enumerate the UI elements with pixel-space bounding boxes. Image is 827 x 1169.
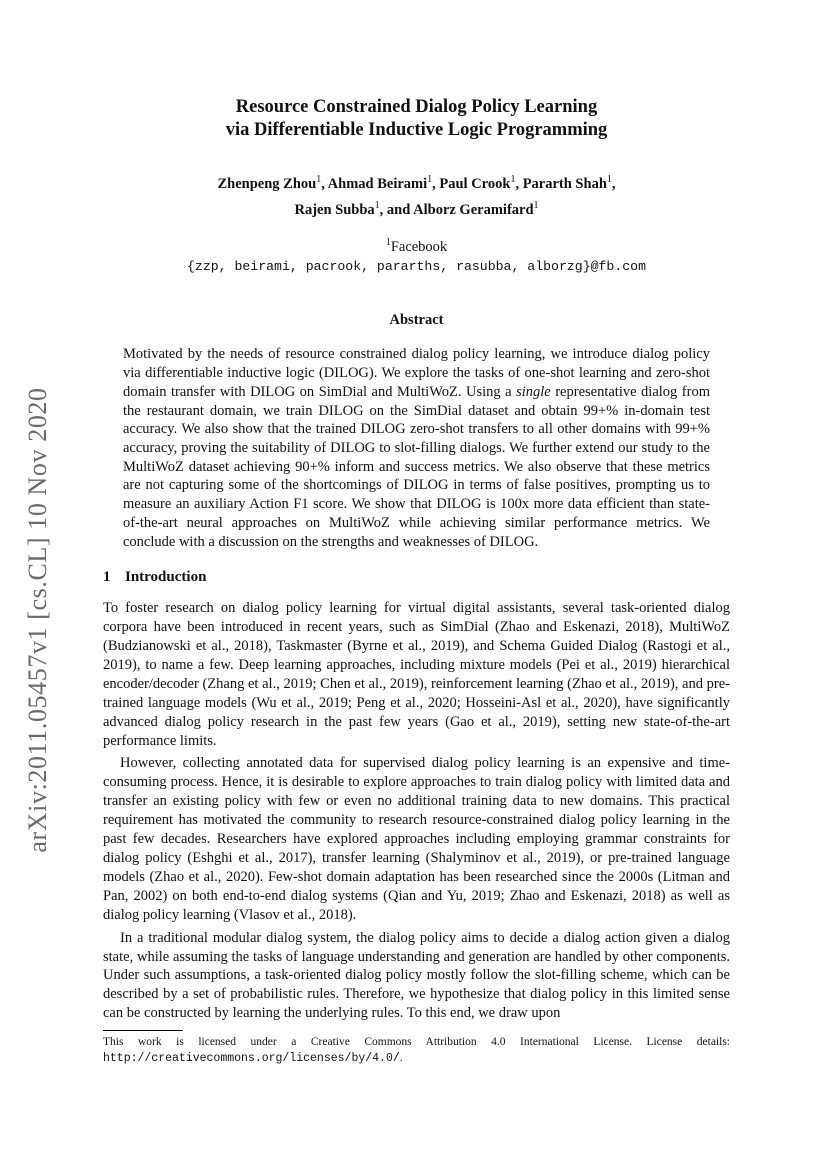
author-name: Alborz Geramifard — [413, 201, 534, 218]
section-number: 1 — [103, 569, 111, 586]
abstract-text-1: Motivated by the needs of resource constrained dialog policy learning, we introduce dialog policy via differentiable inductive logic (DILOG). We explore the tasks of one-shot learning and zero-shot domain transfer with DILOG on SimDial and MultiWoZ. Using a — [123, 346, 710, 400]
author-sep: , — [432, 175, 440, 192]
abstract-emphasis: single — [516, 383, 551, 400]
body-paragraph: However, collecting annotated data for supervised dialog policy learning is an expensive and time-consuming process. Hence, it is desirable to explore approaches to train dialog policy with limited data and transfer an existing policy with few or even no additional training data to new domains. This practical requirement has motivated the community to research resource-constrained dialog policy learning in the past few decades. Researchers have explored approaches including employing grammar constraints for dialog policy (Eshghi et al., 2017), transfer learning (Shalyminov et al., 2019), or pre-trained language models (Zhao et al., 2020). Few-shot domain adaptation has been researched since the 2000s (Litman and Pan, 2002) on both end-to-end dialog systems (Qian and Yu, 2019; Zhao and Eskenazi, 2018) as well as dialog policy learning (Vlasov et al., 2018). — [103, 755, 730, 923]
abstract-text-2: representative dialog from the restaurant domain, we train DILOG on the SimDial dataset and obtain 99+% in-domain test accuracy. We also show that the trained DILOG zero-shot transfers to all other domains with 99+% accuracy, proving the suitability of DILOG to slot-filling dialogs. We further extend our study to the MultiWoZ dataset achieving 90+% inform and success metrics. We also observe that these metrics are not capturing some of the shortcomings of DILOG in terms of false positives, prompting us to measure an auxiliary Action F1 score. We show that DILOG is 100x more data efficient than state-of-the-art neural approaches on MultiWoZ while achieving similar performance metrics. We conclude with a discussion on the strengths and weaknesses of DILOG. — [123, 383, 710, 550]
section-heading — [103, 567, 730, 587]
author-affil-mark: 1 — [427, 174, 433, 185]
author-sep: , — [321, 175, 328, 192]
paper-page — [103, 96, 730, 1023]
author-affil-mark: 1 — [316, 174, 322, 185]
license-link[interactable]: http://creativecommons.org/licenses/by/4.0/ — [103, 1052, 400, 1065]
author-name: Ahmad Beirami — [327, 175, 428, 192]
body-paragraph: To foster research on dialog policy learning for virtual digital assistants, several task-oriented dialog corpora have been introduced in recent years, such as SimDial (Zhao and Eskenazi, 2018), MultiWoZ (Budzianowski et al., 2018), Taskmaster (Byrne et al., 2019), and Schema Guided Dialog (Rastogi et al., 2019), to name a few. Deep learning approaches, including mixture models (Pei et al., 2019) hierarchical encoder/decoder (Zhang et al., 2019; Chen et al., 2019), reinforcement learning (Zhao et al., 2019), and pre-trained language models (Wu et al., 2019; Peng et al., 2020; Hosseini-Asl et al., 2020), have significantly advanced dialog policy research in the past few years (Gao et al., 2019), setting new state-of-the-art performance limits. — [103, 600, 730, 749]
author-affil-mark: 1 — [374, 199, 380, 211]
author-sep: , — [611, 175, 616, 192]
title-line-1: Resource Constrained Dialog Policy Learning — [235, 97, 598, 117]
abstract-heading: Abstract — [389, 312, 444, 329]
affiliation-name: Facebook — [390, 238, 448, 255]
footnote-tail: . — [399, 1052, 403, 1064]
author-name: Zhenpeng Zhou — [217, 175, 317, 192]
footnote-text: This work is licensed under a Creative Commons Attribution 4.0 International License. License details: — [103, 1036, 730, 1048]
author-sep: , and — [379, 201, 414, 218]
footnote-divider — [103, 1030, 183, 1031]
author-line-1 — [103, 169, 730, 195]
section-title: Introduction — [125, 569, 207, 586]
author-name: Paul Crook — [439, 175, 511, 192]
arxiv-identifier: arXiv:2011.05457v1 [cs.CL] 10 Nov 2020 — [23, 387, 52, 853]
author-affil-mark: 1 — [606, 174, 612, 185]
author-name: Pararth Shah — [522, 175, 607, 192]
affiliation-mark: 1 — [385, 236, 391, 248]
author-name: Rajen Subba — [294, 201, 375, 218]
arxiv-sidebar — [18, 340, 58, 900]
title-line-2: via Differentiable Inductive Logic Programming — [225, 120, 608, 140]
affiliation — [103, 232, 730, 258]
author-line-2 — [103, 195, 730, 221]
author-affil-mark: 1 — [533, 199, 539, 211]
author-emails: {zzp, beirami, pacrook, pararths, rasubba, alborzg}@fb.com — [187, 259, 646, 275]
license-footnote — [103, 1034, 730, 1067]
author-list — [103, 169, 730, 221]
author-affil-mark: 1 — [510, 174, 516, 185]
abstract-body — [123, 345, 710, 551]
author-sep: , — [515, 175, 523, 192]
body-paragraph: In a traditional modular dialog system, the dialog policy aims to decide a dialog action given a dialog state, while assuming the tasks of language understanding and generation are handled by other components. Under such assumptions, a task-oriented dialog policy mostly follow the slot-filling scheme, which can be described by a set of probabilistic rules. Therefore, we hypothesize that dialog policy in this limited sense can be constructed by learning the underlying rules. To this end, we draw upon — [103, 929, 730, 1022]
paper-title — [103, 96, 730, 142]
